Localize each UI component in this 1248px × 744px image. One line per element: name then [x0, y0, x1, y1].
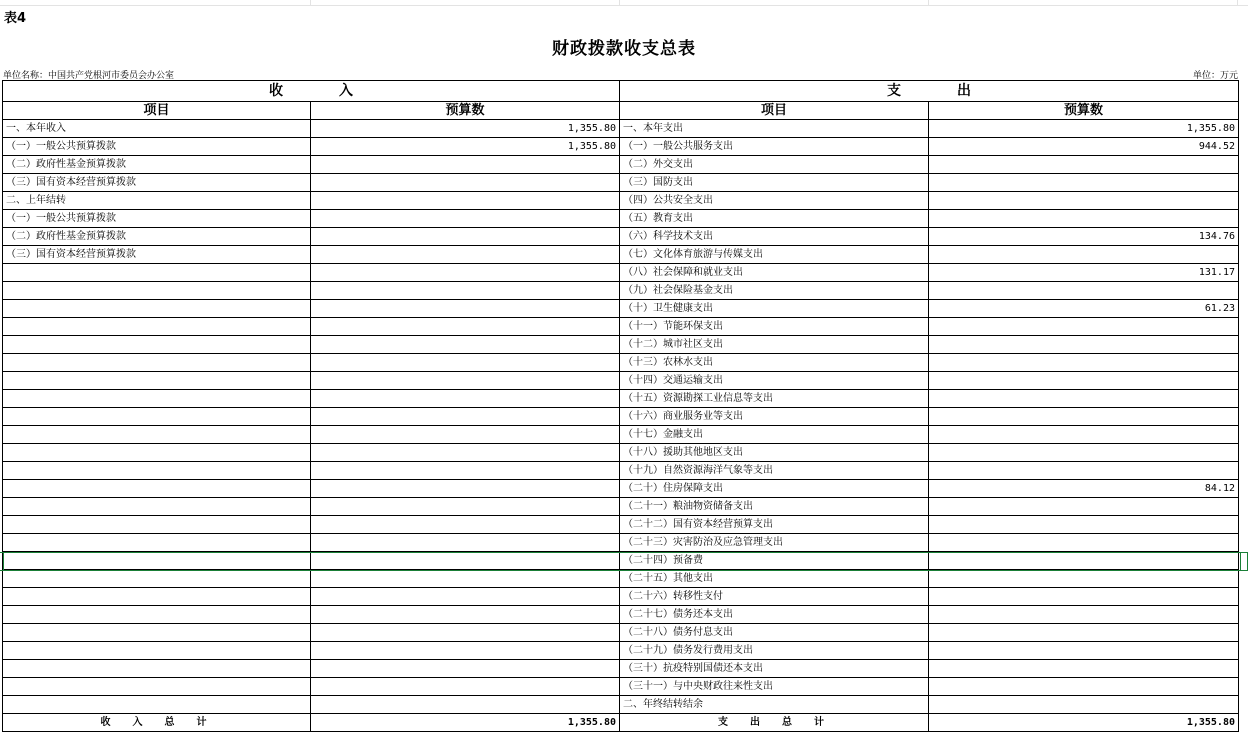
- expense-item-cell[interactable]: （十一）节能环保支出: [620, 318, 929, 336]
- expense-value-cell[interactable]: [929, 660, 1239, 678]
- table-row: [3, 570, 1239, 588]
- income-item-cell[interactable]: [3, 660, 311, 678]
- income-item-cell[interactable]: （三）国有资本经营预算拨款: [3, 174, 311, 192]
- selection-handle-right[interactable]: [1240, 552, 1248, 571]
- income-item-cell[interactable]: [3, 282, 311, 300]
- income-item-cell[interactable]: [3, 570, 311, 588]
- unit-name: 单位名称：中国共产党根河市委员会办公室: [3, 71, 175, 81]
- expense-item-cell[interactable]: （十三）农林水支出: [620, 354, 929, 372]
- income-item-cell[interactable]: [3, 462, 311, 480]
- income-value-cell[interactable]: [311, 534, 620, 552]
- income-budget-header[interactable]: 预算数: [311, 102, 620, 120]
- income-value-cell[interactable]: [311, 552, 620, 570]
- expense-value-cell[interactable]: [929, 624, 1239, 642]
- expense-value-cell[interactable]: 1,355.80: [929, 120, 1239, 138]
- expense-item-cell[interactable]: （五）教育支出: [620, 210, 929, 228]
- income-item-cell[interactable]: （二）政府性基金预算拨款: [3, 228, 311, 246]
- expense-value-cell[interactable]: [929, 642, 1239, 660]
- expense-item-cell[interactable]: （十九）自然资源海洋气象等支出: [620, 462, 929, 480]
- income-total-value[interactable]: 1,355.80: [311, 714, 620, 732]
- selection-handle-left[interactable]: [0, 552, 4, 571]
- income-item-cell[interactable]: （二）政府性基金预算拨款: [3, 156, 311, 174]
- expense-value-cell[interactable]: [929, 282, 1239, 300]
- income-value-cell[interactable]: [311, 282, 620, 300]
- income-value-cell[interactable]: [311, 228, 620, 246]
- expense-item-cell[interactable]: （三十）抗疫特别国债还本支出: [620, 660, 929, 678]
- income-item-cell[interactable]: [3, 390, 311, 408]
- income-item-cell[interactable]: [3, 480, 311, 498]
- expense-item-cell[interactable]: （二十四）预备费: [620, 552, 929, 570]
- income-value-cell[interactable]: [311, 318, 620, 336]
- table-row: [3, 354, 1239, 372]
- expense-item-cell[interactable]: （九）社会保险基金支出: [620, 282, 929, 300]
- table-row: [3, 444, 1239, 462]
- expense-item-cell[interactable]: （八）社会保障和就业支出: [620, 264, 929, 282]
- expense-item-cell[interactable]: （十四）交通运输支出: [620, 372, 929, 390]
- income-value-cell[interactable]: [311, 264, 620, 282]
- income-item-cell[interactable]: [3, 678, 311, 696]
- table-row: [3, 552, 1239, 570]
- table-row: [3, 300, 1239, 318]
- expense-value-cell[interactable]: [929, 570, 1239, 588]
- table-row: [3, 372, 1239, 390]
- expense-value-cell[interactable]: [929, 444, 1239, 462]
- expense-value-cell[interactable]: [929, 174, 1239, 192]
- income-value-cell[interactable]: [311, 516, 620, 534]
- expense-item-cell[interactable]: 一、本年支出: [620, 120, 929, 138]
- table-row: [3, 678, 1239, 696]
- table-row: [3, 138, 1239, 156]
- table-row: [3, 426, 1239, 444]
- budget-table: [2, 80, 1239, 732]
- expense-item-cell[interactable]: （二）外交支出: [620, 156, 929, 174]
- income-item-cell[interactable]: 二、上年结转: [3, 192, 311, 210]
- expense-value-cell[interactable]: [929, 552, 1239, 570]
- table-row: [3, 696, 1239, 714]
- expense-item-cell[interactable]: （六）科学技术支出: [620, 228, 929, 246]
- income-value-cell[interactable]: [311, 246, 620, 264]
- expense-item-cell[interactable]: （二十七）债务还本支出: [620, 606, 929, 624]
- income-total-label[interactable]: 收 入 总 计: [3, 714, 311, 732]
- expense-value-cell[interactable]: [929, 390, 1239, 408]
- table-row: [3, 534, 1239, 552]
- table-row: [3, 660, 1239, 678]
- income-value-cell[interactable]: [311, 156, 620, 174]
- table-row: [3, 336, 1239, 354]
- table-row: [3, 624, 1239, 642]
- income-value-cell[interactable]: [311, 336, 620, 354]
- income-value-cell[interactable]: [311, 444, 620, 462]
- unit-label: 单位：万元: [1192, 71, 1238, 81]
- income-item-cell[interactable]: [3, 588, 311, 606]
- table-row: [3, 318, 1239, 336]
- expense-item-cell[interactable]: （十）卫生健康支出: [620, 300, 929, 318]
- expense-value-cell[interactable]: [929, 192, 1239, 210]
- income-item-cell[interactable]: [3, 498, 311, 516]
- income-item-cell[interactable]: [3, 426, 311, 444]
- income-value-cell[interactable]: [311, 588, 620, 606]
- expense-value-cell[interactable]: [929, 408, 1239, 426]
- section-header-row: [3, 81, 1239, 102]
- table-row: [3, 480, 1239, 498]
- income-value-cell[interactable]: [311, 642, 620, 660]
- expense-item-cell[interactable]: （二十二）国有资本经营预算支出: [620, 516, 929, 534]
- income-value-cell[interactable]: [311, 426, 620, 444]
- expense-item-cell[interactable]: （十六）商业服务业等支出: [620, 408, 929, 426]
- expense-value-cell[interactable]: 131.17: [929, 264, 1239, 282]
- expense-item-cell[interactable]: （二十八）债务付息支出: [620, 624, 929, 642]
- income-value-cell[interactable]: 1,355.80: [311, 120, 620, 138]
- income-item-cell[interactable]: [3, 552, 311, 570]
- income-item-cell[interactable]: （一）一般公共预算拨款: [3, 210, 311, 228]
- expense-value-cell[interactable]: [929, 696, 1239, 714]
- income-value-cell[interactable]: [311, 480, 620, 498]
- expense-item-cell[interactable]: （二十六）转移性支付: [620, 588, 929, 606]
- expense-item-header[interactable]: 项目: [620, 102, 929, 120]
- table-row: [3, 228, 1239, 246]
- expense-item-cell[interactable]: （一）一般公共服务支出: [620, 138, 929, 156]
- expense-total-label[interactable]: 支 出 总 计: [620, 714, 929, 732]
- expense-value-cell[interactable]: [929, 210, 1239, 228]
- income-value-cell[interactable]: 1,355.80: [311, 138, 620, 156]
- table-row: [3, 264, 1239, 282]
- expense-value-cell[interactable]: [929, 156, 1239, 174]
- income-value-cell[interactable]: [311, 624, 620, 642]
- expense-item-cell[interactable]: （三十一）与中央财政往来性支出: [620, 678, 929, 696]
- table-row: [3, 192, 1239, 210]
- income-item-cell[interactable]: [3, 408, 311, 426]
- expense-value-cell[interactable]: [929, 534, 1239, 552]
- income-value-cell[interactable]: [311, 174, 620, 192]
- income-value-cell[interactable]: [311, 696, 620, 714]
- income-item-cell[interactable]: [3, 624, 311, 642]
- income-value-cell[interactable]: [311, 300, 620, 318]
- table-row: [3, 156, 1239, 174]
- expense-value-cell[interactable]: [929, 678, 1239, 696]
- table-row: [3, 246, 1239, 264]
- expense-value-cell[interactable]: [929, 498, 1239, 516]
- expense-item-cell[interactable]: （三）国防支出: [620, 174, 929, 192]
- expense-value-cell[interactable]: [929, 588, 1239, 606]
- expense-item-cell[interactable]: （四）公共安全支出: [620, 192, 929, 210]
- expense-total-value[interactable]: 1,355.80: [929, 714, 1239, 732]
- expense-value-cell[interactable]: [929, 426, 1239, 444]
- expense-value-cell[interactable]: 134.76: [929, 228, 1239, 246]
- table-row: [3, 390, 1239, 408]
- table-row: [3, 516, 1239, 534]
- income-item-cell[interactable]: [3, 264, 311, 282]
- income-item-cell[interactable]: [3, 642, 311, 660]
- table-row: [3, 210, 1239, 228]
- income-item-cell[interactable]: [3, 606, 311, 624]
- income-item-cell[interactable]: [3, 336, 311, 354]
- expense-item-cell[interactable]: 二、年终结转结余: [620, 696, 929, 714]
- income-value-cell[interactable]: [311, 462, 620, 480]
- income-value-cell[interactable]: [311, 660, 620, 678]
- income-item-header[interactable]: 项目: [3, 102, 311, 120]
- column-header-row: [3, 102, 1239, 120]
- total-row: [3, 714, 1239, 732]
- expense-header[interactable]: 支 出: [620, 81, 1239, 102]
- table-row: [3, 174, 1239, 192]
- expense-item-cell[interactable]: （二十九）债务发行费用支出: [620, 642, 929, 660]
- expense-item-cell[interactable]: （二十三）灾害防治及应急管理支出: [620, 534, 929, 552]
- income-value-cell[interactable]: [311, 390, 620, 408]
- income-value-cell[interactable]: [311, 372, 620, 390]
- income-value-cell[interactable]: [311, 678, 620, 696]
- expense-item-cell[interactable]: （二十五）其他支出: [620, 570, 929, 588]
- income-item-cell[interactable]: （三）国有资本经营预算拨款: [3, 246, 311, 264]
- expense-value-cell[interactable]: [929, 246, 1239, 264]
- expense-value-cell[interactable]: [929, 462, 1239, 480]
- column-grid-strip: [0, 0, 1248, 6]
- expense-item-cell[interactable]: （二十）住房保障支出: [620, 480, 929, 498]
- income-item-cell[interactable]: [3, 696, 311, 714]
- expense-budget-header[interactable]: 预算数: [929, 102, 1239, 120]
- expense-item-cell[interactable]: （七）文化体育旅游与传媒支出: [620, 246, 929, 264]
- table-row: [3, 282, 1239, 300]
- income-item-cell[interactable]: [3, 534, 311, 552]
- income-value-cell[interactable]: [311, 210, 620, 228]
- expense-value-cell[interactable]: 944.52: [929, 138, 1239, 156]
- expense-item-cell[interactable]: （十七）金融支出: [620, 426, 929, 444]
- income-item-cell[interactable]: [3, 318, 311, 336]
- income-item-cell[interactable]: 一、本年收入: [3, 120, 311, 138]
- table-row: [3, 588, 1239, 606]
- income-value-cell[interactable]: [311, 606, 620, 624]
- income-item-cell[interactable]: （一）一般公共预算拨款: [3, 138, 311, 156]
- expense-value-cell[interactable]: [929, 354, 1239, 372]
- expense-item-cell[interactable]: （十八）援助其他地区支出: [620, 444, 929, 462]
- expense-value-cell[interactable]: 84.12: [929, 480, 1239, 498]
- income-item-cell[interactable]: [3, 300, 311, 318]
- table-row: [3, 408, 1239, 426]
- table-row: [3, 462, 1239, 480]
- income-value-cell[interactable]: [311, 408, 620, 426]
- expense-value-cell[interactable]: 61.23: [929, 300, 1239, 318]
- sheet-label: 表4: [4, 11, 27, 26]
- income-item-cell[interactable]: [3, 516, 311, 534]
- expense-value-cell[interactable]: [929, 318, 1239, 336]
- expense-item-cell[interactable]: （十二）城市社区支出: [620, 336, 929, 354]
- expense-value-cell[interactable]: [929, 606, 1239, 624]
- expense-value-cell[interactable]: [929, 516, 1239, 534]
- page-title: 财政拨款收支总表: [552, 39, 696, 59]
- income-value-cell[interactable]: [311, 570, 620, 588]
- table-row: [3, 120, 1239, 138]
- income-item-cell[interactable]: [3, 444, 311, 462]
- income-item-cell[interactable]: [3, 372, 311, 390]
- expense-item-cell[interactable]: （十五）资源勘探工业信息等支出: [620, 390, 929, 408]
- income-header[interactable]: 收 入: [3, 81, 620, 102]
- table-row: [3, 606, 1239, 624]
- income-value-cell[interactable]: [311, 498, 620, 516]
- expense-item-cell[interactable]: （二十一）粮油物资储备支出: [620, 498, 929, 516]
- income-value-cell[interactable]: [311, 354, 620, 372]
- expense-value-cell[interactable]: [929, 372, 1239, 390]
- table-row: [3, 642, 1239, 660]
- income-value-cell[interactable]: [311, 192, 620, 210]
- income-item-cell[interactable]: [3, 354, 311, 372]
- expense-value-cell[interactable]: [929, 336, 1239, 354]
- table-row: [3, 498, 1239, 516]
